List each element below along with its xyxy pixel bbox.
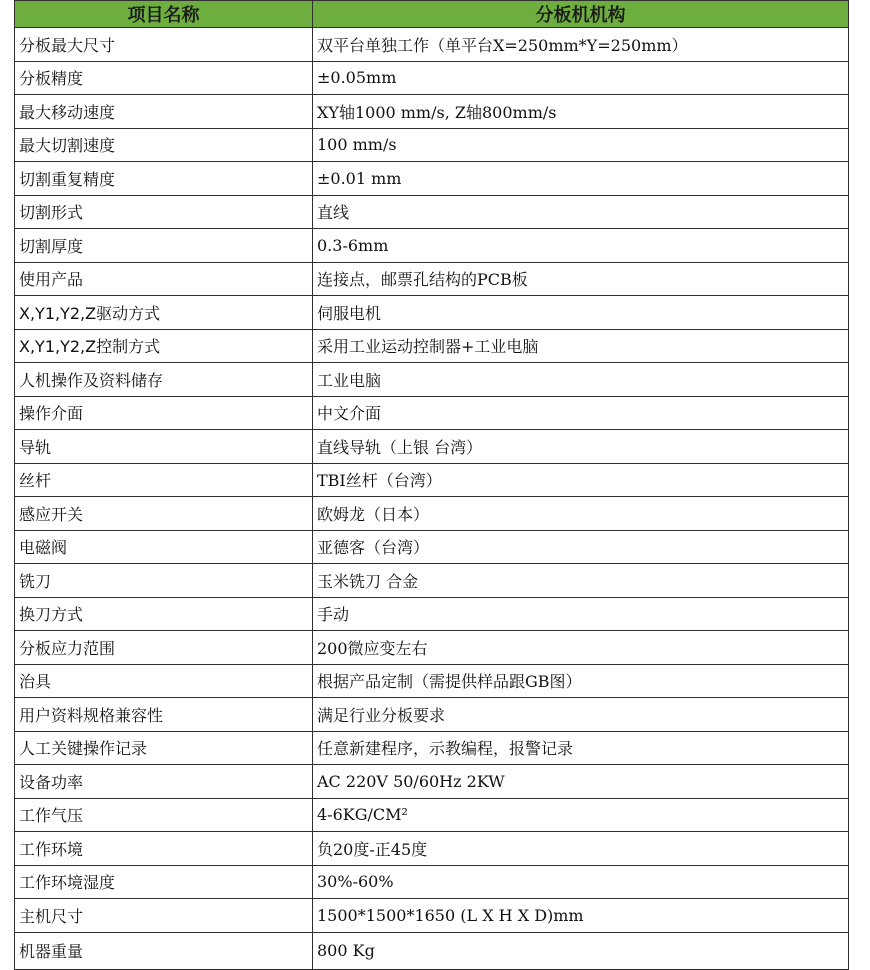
item-name-cell: 人机操作及资料储存 bbox=[15, 363, 313, 397]
spec-table bbox=[14, 0, 849, 970]
item-name-cell: 分板精度 bbox=[15, 61, 313, 95]
item-value-cell: 工业电脑 bbox=[313, 363, 849, 397]
item-value-cell: 4-6KG/CM² bbox=[313, 798, 849, 832]
item-name-cell: 工作气压 bbox=[15, 798, 313, 832]
table-row bbox=[15, 664, 849, 698]
table-row bbox=[15, 95, 849, 129]
table-row bbox=[15, 61, 849, 95]
item-name-cell: 机器重量 bbox=[15, 932, 313, 969]
item-name-cell: 分板应力范围 bbox=[15, 631, 313, 665]
item-value-cell: 直线 bbox=[313, 195, 849, 229]
table-row bbox=[15, 463, 849, 497]
item-value-cell: 30%-60% bbox=[313, 865, 849, 899]
item-value-cell: 手动 bbox=[313, 597, 849, 631]
table-row bbox=[15, 363, 849, 397]
item-name-cell: 感应开关 bbox=[15, 497, 313, 531]
item-value-cell: 满足行业分板要求 bbox=[313, 698, 849, 732]
table-row bbox=[15, 765, 849, 799]
table-row bbox=[15, 430, 849, 464]
item-value-cell: TBI丝杆（台湾） bbox=[313, 463, 849, 497]
item-name-cell: 工作环境湿度 bbox=[15, 865, 313, 899]
item-name-cell: X,Y1,Y2,Z控制方式 bbox=[15, 329, 313, 363]
spec-table-container bbox=[14, 0, 848, 970]
table-row bbox=[15, 798, 849, 832]
table-row bbox=[15, 329, 849, 363]
table-row bbox=[15, 497, 849, 531]
table-row bbox=[15, 832, 849, 866]
item-name-cell: 主机尺寸 bbox=[15, 899, 313, 933]
item-name-cell: 设备功率 bbox=[15, 765, 313, 799]
table-row bbox=[15, 262, 849, 296]
item-value-cell: 800 Kg bbox=[313, 932, 849, 969]
item-name-cell: 人工关键操作记录 bbox=[15, 731, 313, 765]
item-name-cell: 铣刀 bbox=[15, 564, 313, 598]
table-row bbox=[15, 932, 849, 969]
item-name-cell: 切割厚度 bbox=[15, 229, 313, 263]
item-name-cell: 切割重复精度 bbox=[15, 162, 313, 196]
table-row bbox=[15, 865, 849, 899]
item-value-cell: 双平台单独工作（单平台X=250mm*Y=250mm） bbox=[313, 28, 849, 62]
item-value-cell: ±0.05mm bbox=[313, 61, 849, 95]
table-row bbox=[15, 128, 849, 162]
item-value-cell: 100 mm/s bbox=[313, 128, 849, 162]
table-row bbox=[15, 162, 849, 196]
table-row bbox=[15, 28, 849, 62]
table-row bbox=[15, 396, 849, 430]
item-value-cell: 欧姆龙（日本） bbox=[313, 497, 849, 531]
item-name-cell: 工作环境 bbox=[15, 832, 313, 866]
table-row bbox=[15, 530, 849, 564]
table-row bbox=[15, 698, 849, 732]
table-row bbox=[15, 564, 849, 598]
item-value-cell: 伺服电机 bbox=[313, 296, 849, 330]
item-name-cell: 丝杆 bbox=[15, 463, 313, 497]
item-value-cell: 任意新建程序，示教编程，报警记录 bbox=[313, 731, 849, 765]
item-value-cell: 采用工业运动控制器+工业电脑 bbox=[313, 329, 849, 363]
item-value-cell: 亚德客（台湾） bbox=[313, 530, 849, 564]
item-name-cell: 治具 bbox=[15, 664, 313, 698]
item-value-cell: 200微应变左右 bbox=[313, 631, 849, 665]
item-value-cell: AC 220V 50/60Hz 2KW bbox=[313, 765, 849, 799]
table-row bbox=[15, 899, 849, 933]
item-value-cell: 负20度-正45度 bbox=[313, 832, 849, 866]
item-name-cell: 最大切割速度 bbox=[15, 128, 313, 162]
table-row bbox=[15, 731, 849, 765]
item-name-cell: 用户资料规格兼容性 bbox=[15, 698, 313, 732]
item-name-cell: 电磁阀 bbox=[15, 530, 313, 564]
table-row bbox=[15, 631, 849, 665]
item-value-cell: 连接点，邮票孔结构的PCB板 bbox=[313, 262, 849, 296]
item-name-cell: X,Y1,Y2,Z驱动方式 bbox=[15, 296, 313, 330]
item-value-cell: XY轴1000 mm/s, Z轴800mm/s bbox=[313, 95, 849, 129]
table-row bbox=[15, 597, 849, 631]
item-name-cell: 使用产品 bbox=[15, 262, 313, 296]
item-name-cell: 切割形式 bbox=[15, 195, 313, 229]
item-value-cell: 玉米铣刀 合金 bbox=[313, 564, 849, 598]
item-name-cell: 最大移动速度 bbox=[15, 95, 313, 129]
table-row bbox=[15, 195, 849, 229]
table-row bbox=[15, 296, 849, 330]
table-body bbox=[15, 28, 849, 970]
item-value-cell: 中文介面 bbox=[313, 396, 849, 430]
item-value-cell: 0.3-6mm bbox=[313, 229, 849, 263]
item-name-cell: 分板最大尺寸 bbox=[15, 28, 313, 62]
item-name-cell: 导轨 bbox=[15, 430, 313, 464]
item-value-cell: 1500*1500*1650 (L X H X D)mm bbox=[313, 899, 849, 933]
header-mechanism: 分板机机构 bbox=[313, 1, 849, 28]
item-value-cell: 直线导轨（上银 台湾） bbox=[313, 430, 849, 464]
item-value-cell: 根据产品定制（需提供样品跟GB图） bbox=[313, 664, 849, 698]
item-name-cell: 换刀方式 bbox=[15, 597, 313, 631]
item-name-cell: 操作介面 bbox=[15, 396, 313, 430]
header-item-name: 项目名称 bbox=[15, 1, 313, 28]
item-value-cell: ±0.01 mm bbox=[313, 162, 849, 196]
table-row bbox=[15, 229, 849, 263]
table-header-row bbox=[15, 1, 849, 28]
